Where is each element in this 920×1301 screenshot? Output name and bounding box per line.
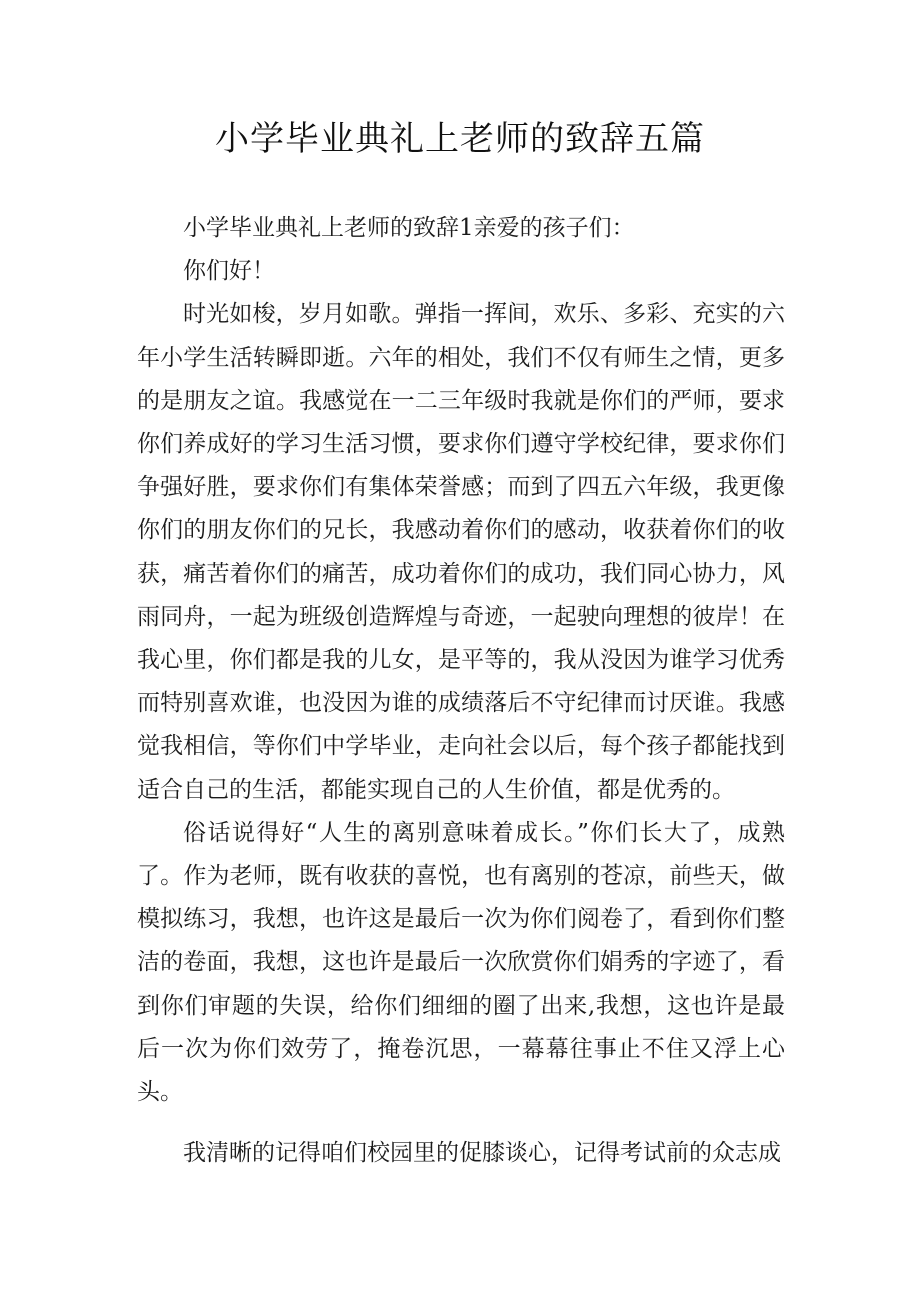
paragraph-greeting: 你们好！ <box>183 258 275 285</box>
paragraph-reflection: 时光如梭，岁月如歌。弹指一挥间，欢乐、多彩、充实的六年小学生活转瞬即逝。六年的相处，我们不仅有师生之情，更多的是朋友之谊。我感觉在一二三年级时我就是你们的严师，要求你们养成好的学习生活习惯，要求你们遵守学校纪律，要求你们争强好胜，要求你们有集体荣誉感；而到了四五六年级，我更像你们的朋友你们的兄长，我感动着你们的感动，收获着你们的收获，痛苦着你们的痛苦，成功着你们的成功，我们同心协力，风雨同舟，一起为班级创造辉煌与奇迹，一起驶向理想的彼岸！在我心里，你们都是我的儿女，是平等的，我从没因为谁学习优秀而特别喜欢谁，也没因为谁的成绩落后不守纪律而讨厌谁。我感觉我相信，等你们中学毕业，走向社会以后，每个孩子都能找到适合自己的生活，都能实现自己的人生价值，都是优秀的。 <box>137 301 785 803</box>
paragraph-farewell: 俗话说得好“人生的离别意味着成长。”你们长大了，成熟了。作为老师，既有收获的喜悦，也有离别的苍凉，前些天，做模拟练习，我想，也许这是最后一次为你们阅卷了，看到你们整洁的卷面，我想，这也许是最后一次欣赏你们娟秀的字迹了，看到你们审题的失误，给你们细细的圈了出来,我想，这也许是最后一次为你们效劳了，掩卷沉思，一幕幕往事止不住又浮上心头。 <box>137 819 785 1106</box>
paragraph-greeting-heading: 小学毕业典礼上老师的致辞1亲爱的孩子们： <box>183 215 635 241</box>
document-title: 小学毕业典礼上老师的致辞五篇 <box>215 119 705 159</box>
document-body <box>137 207 785 1175</box>
paragraph-memories: 我清晰的记得咱们校园里的促膝谈心，记得考试前的众志成 <box>183 1140 781 1167</box>
